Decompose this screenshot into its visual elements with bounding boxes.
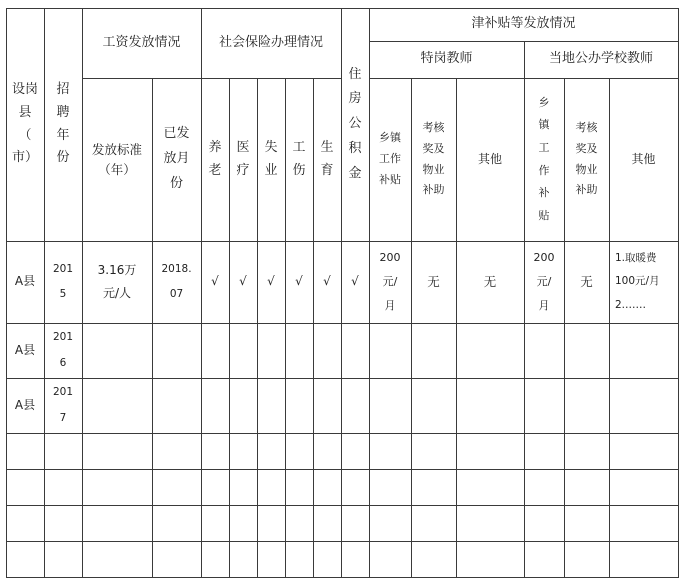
header-wage-group: 工资发放情况 <box>102 34 181 50</box>
header-insurance-injury: 工 伤 <box>292 139 306 178</box>
row1-year: 201 5 <box>52 262 74 300</box>
header-social-group: 社会保险办理情况 <box>218 34 323 50</box>
clipped-title-fragment <box>10 0 205 6</box>
header-local-assessment: 考核 奖及 物业 补助 <box>575 120 598 197</box>
header-allowance-group: 津补贴等发放情况 <box>471 16 576 32</box>
empty-row <box>6 433 678 469</box>
row1-local-other: 1.取暖费 100元/月 2.…… <box>615 252 660 311</box>
header-insurance-pension: 养 老 <box>208 139 222 178</box>
empty-row <box>6 541 678 577</box>
header-insurance-medical: 医 疗 <box>236 139 250 178</box>
row1-county: A县 <box>14 274 36 289</box>
row1-special-other: 无 <box>483 274 497 289</box>
header-local-teacher: 当地公办学校教师 <box>548 51 653 67</box>
header-insurance-maternity: 生 育 <box>320 139 334 178</box>
row1-local-town-subsidy: 200 元/ 月 <box>533 250 555 313</box>
header-recruit-year: 招 聘 年 份 <box>56 82 70 166</box>
row1-wage-standard: 3.16万 元/人 <box>97 263 137 300</box>
row1-special-town-subsidy: 200 元/ 月 <box>379 250 401 313</box>
header-special-other: 其他 <box>477 151 502 166</box>
row3-year: 201 7 <box>52 386 74 424</box>
row1-medical-check: √ <box>239 274 247 289</box>
header-insurance-unemployment: 失 业 <box>264 139 278 178</box>
row3-county: A县 <box>14 397 36 412</box>
row1-paid-month: 2018. 07 <box>161 262 192 300</box>
header-special-assessment: 考核 奖及 物业 补助 <box>422 120 445 197</box>
row2-year: 201 6 <box>52 331 74 369</box>
header-local-town-subsidy: 乡 镇 工 作 补 贴 <box>538 95 550 222</box>
row1-unemployment-check: √ <box>267 274 275 289</box>
row1-injury-check: √ <box>295 274 303 289</box>
header-special-town-subsidy: 乡镇 工作 补贴 <box>379 131 401 186</box>
row1-special-assessment: 无 <box>427 274 440 289</box>
row1-pension-check: √ <box>211 274 219 289</box>
empty-row <box>6 505 678 541</box>
header-county: 设岗县 （ 市） <box>11 82 38 166</box>
header-paid-month: 已发 放月 份 <box>163 126 190 191</box>
header-wage-standard: 发放标准（年） <box>91 141 142 177</box>
row1-local-assessment: 无 <box>580 274 593 289</box>
row2-county: A县 <box>14 342 36 357</box>
row1-housing-check: √ <box>351 274 359 289</box>
header-local-other: 其他 <box>631 151 656 166</box>
header-housing-fund: 住 房 公 积 金 <box>348 66 362 181</box>
header-special-teacher: 特岗教师 <box>420 51 473 67</box>
row1-maternity-check: √ <box>323 274 331 289</box>
empty-row <box>6 469 678 505</box>
